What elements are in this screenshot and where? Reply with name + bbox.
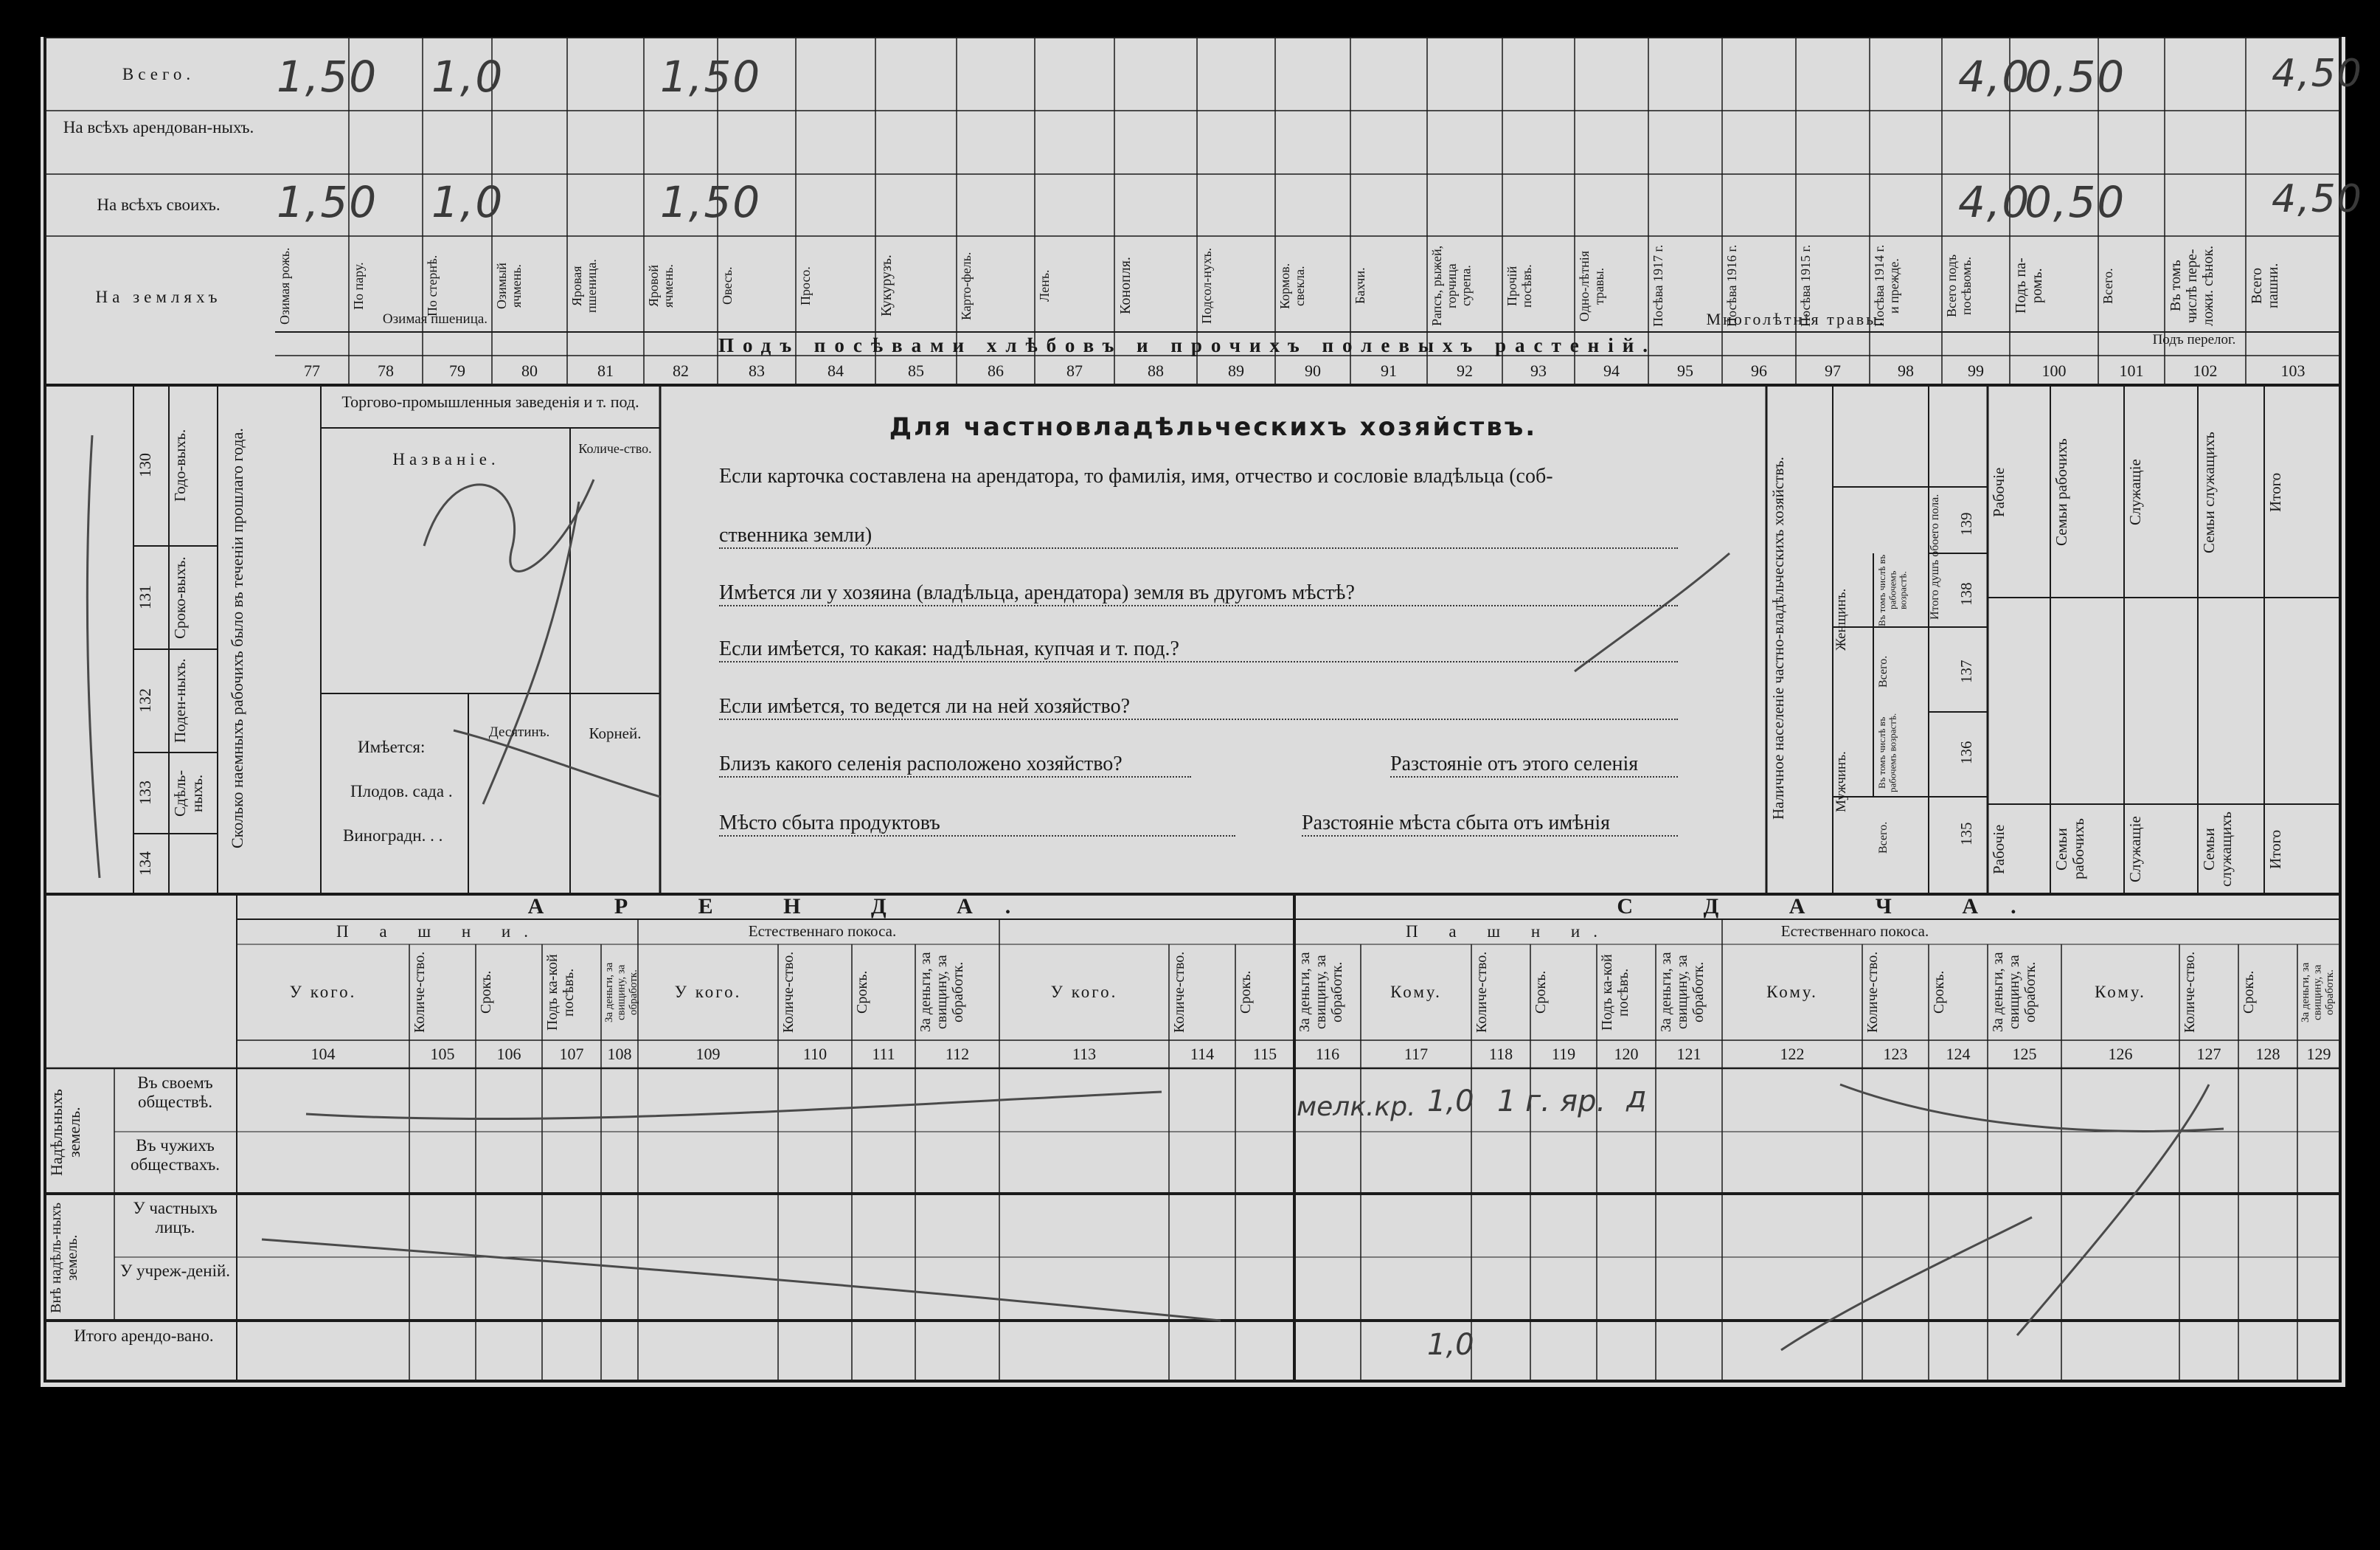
top-col-num-84: 84 <box>828 361 844 380</box>
q6b: Разстояніе мѣста сбыта отъ имѣнія <box>1302 812 1678 837</box>
bottom-col-num-114: 114 <box>1190 1045 1215 1063</box>
hw-vsego-82: 1,50 <box>660 52 762 102</box>
group-nadelnyh: Надѣльныхъ земель. <box>47 1089 84 1176</box>
m-v-tom: Въ томъ числѣ въ рабочемъ возрастѣ. <box>1876 713 1898 792</box>
bottom-col-num-117: 117 <box>1404 1045 1429 1063</box>
q4: Если имѣется, то ведется ли на ней хозяйство? <box>719 695 1678 720</box>
top-col-num-90: 90 <box>1305 361 1321 380</box>
top-col-label-93: Прочій посѣвъ. <box>1505 264 1534 308</box>
bottom-col-label-109: У кого. <box>674 983 742 1001</box>
top-col-label-91: Бахчи. <box>1353 267 1367 305</box>
bottom-col-num-105: 105 <box>430 1045 455 1063</box>
zh-v-tom: Въ томъ числѣ въ рабочемъ возрастѣ. <box>1876 554 1909 626</box>
bottom-col-label-126: Кому. <box>2095 983 2146 1001</box>
staff-col-2-upper: Служащіе <box>2126 459 2144 526</box>
bottom-col-label-116: За деньги, за свищину, за обработк. <box>1297 952 1345 1033</box>
bottom-col-label-119: Срокъ. <box>1533 970 1549 1014</box>
bottom-col-label-117: Кому. <box>1390 983 1442 1001</box>
top-col-label-87: Ленъ. <box>1037 269 1052 302</box>
bottom-col-label-106: Срокъ. <box>478 970 494 1014</box>
hw-posev: яр. <box>1560 1084 1606 1118</box>
top-col-num-83: 83 <box>749 361 765 380</box>
zh-vsego: Всего. <box>1877 655 1890 688</box>
hired-col-label-134 <box>172 838 215 890</box>
bottom-col-num-119: 119 <box>1551 1045 1576 1063</box>
bottom-col-label-110: Количе-ство. <box>780 951 797 1034</box>
private-title: Для частновладѣльческихъ хозяйствъ. <box>889 412 1538 442</box>
top-col-num-99: 99 <box>1968 361 1984 380</box>
hw-svoih-79: 1,0 <box>431 177 504 227</box>
bottom-col-label-118: Количе-ство. <box>1474 951 1490 1034</box>
workers-question: Сколько наемныхъ рабочихъ было въ теченіи прошлаго года. <box>228 428 246 848</box>
top-col-label-94: Одно-лѣтнія травы. <box>1577 250 1606 322</box>
bottom-col-label-129: За деньги, за свищину, за обработк. <box>2300 962 2336 1023</box>
hired-col-label-132: Поден-ныхъ. <box>171 658 189 744</box>
hw-vsego-100: 0,50 <box>2025 52 2126 102</box>
top-col-num-81: 81 <box>597 361 614 380</box>
trade-title: Торгово-промышленныя заведенія и т. под. <box>341 392 639 411</box>
top-col-label-97: Посѣва 1915 г. <box>1798 244 1813 328</box>
itogo-dush: Итого душъ обоего пола. <box>1929 494 1941 620</box>
bottom-col-num-116: 116 <box>1315 1045 1340 1063</box>
band-label: Подъ посѣвами хлѣбовъ и прочихъ полевыхъ растеній. <box>718 334 1657 356</box>
top-col-label-102: Въ томъ числѣ пере-ложи. сѣнок. <box>2168 245 2216 327</box>
top-col-label-81: Яровая пшеница. <box>569 259 599 313</box>
bottom-col-label-112: За деньги, за свищину, за обработк. <box>917 952 966 1033</box>
hw-svoih-100: 0,50 <box>2025 177 2126 227</box>
q5b: Разстояніе отъ этого селенія <box>1390 752 1678 778</box>
m-vsego: Всего. <box>1877 821 1890 854</box>
sdacha-title: С Д А Ч А. <box>1617 894 2049 918</box>
bottom-col-num-127: 127 <box>2196 1045 2221 1063</box>
top-col-label-88: Конопля. <box>1117 257 1134 315</box>
hired-col-num-130: 130 <box>136 453 154 478</box>
hw-komu: мелк.кр. <box>1297 1092 1416 1122</box>
top-col-label-89: Подсол-нухъ. <box>1199 247 1214 325</box>
num-138: 138 <box>1957 582 1975 606</box>
bottom-col-label-115: Срокъ. <box>1238 970 1254 1014</box>
staff-col-4-lower: Итого <box>2266 829 2284 869</box>
arenda-pokos: Естественнаго покоса. <box>748 922 897 940</box>
row-na-zemlyah: На земляхъ <box>95 288 222 306</box>
num-136: 136 <box>1957 741 1975 764</box>
hired-col-label-130: Годо-выхъ. <box>171 429 189 502</box>
bottom-col-num-125: 125 <box>2012 1045 2037 1063</box>
row-vsego: Всего. <box>122 65 195 83</box>
hired-col-num-132: 132 <box>136 688 154 713</box>
bottom-col-num-107: 107 <box>559 1045 584 1063</box>
bottom-col-num-126: 126 <box>2108 1045 2133 1063</box>
bottom-col-label-124: Срокъ. <box>1931 970 1947 1014</box>
top-col-label-86: Карто-фель. <box>959 252 974 320</box>
census-card <box>41 37 2363 1387</box>
staff-col-3-upper: Семьи служащихъ <box>2200 432 2218 553</box>
top-col-label-99: Всего подъ посѣвомъ. <box>1944 254 1974 318</box>
staff-col-2-lower: Служащіе <box>2126 816 2144 882</box>
row-chuzhih: Въ чужихъ обществахъ. <box>131 1136 220 1174</box>
top-col-num-77: 77 <box>304 361 320 380</box>
top-col-label-95: Посѣва 1917 г. <box>1651 244 1665 328</box>
top-col-num-86: 86 <box>988 361 1004 380</box>
top-col-num-102: 102 <box>2193 361 2218 380</box>
top-col-label-96: Посѣва 1916 г. <box>1724 244 1739 328</box>
top-col-num-87: 87 <box>1066 361 1083 380</box>
top-col-num-94: 94 <box>1603 361 1620 380</box>
bottom-col-label-114: Количе-ство. <box>1171 951 1187 1034</box>
row-svoem: Въ своемъ обществѣ. <box>137 1073 213 1112</box>
trade-name-header: Названіе. <box>392 450 500 468</box>
trade-qty-header: Количе-ство. <box>578 441 652 456</box>
hw-vsego-103: 4,50 <box>2272 52 2363 96</box>
top-col-label-80: Озимый ячмень. <box>494 263 524 309</box>
bottom-col-label-107: Подъ ка-кой посѣвъ. <box>544 954 577 1031</box>
top-col-num-85: 85 <box>908 361 924 380</box>
staff-col-3-lower: Семьи служащихъ <box>2200 812 2235 887</box>
population-label: Наличное населеніе частно-владѣльческихъ хозяйствъ. <box>1769 457 1787 820</box>
hw-svoih-103: 4,50 <box>2272 177 2363 221</box>
bottom-col-num-123: 123 <box>1883 1045 1908 1063</box>
row-svoih: На всѣхъ своихъ. <box>97 196 221 214</box>
top-col-label-77: Озимая рожь. <box>277 247 292 325</box>
pod-perelog: Подъ перелог. <box>2152 332 2236 347</box>
arenda-title: А Р Е Н Д А. <box>527 894 1044 918</box>
hw-vsego-77: 1,50 <box>277 52 378 102</box>
top-col-label-103: Всего пашни. <box>2249 263 2281 309</box>
bottom-col-num-113: 113 <box>1072 1045 1097 1063</box>
korney-header: Корней. <box>589 724 642 742</box>
bottom-col-num-106: 106 <box>496 1045 521 1063</box>
top-col-num-95: 95 <box>1677 361 1693 380</box>
desyatin-header: Десятинъ. <box>488 724 550 740</box>
q2: Имѣется ли у хозяина (владѣльца, арендатора) земля въ другомъ мѣстѣ? <box>719 581 1678 606</box>
hired-col-num-134: 134 <box>136 851 154 876</box>
muzhchin: Мужчинъ. <box>1833 751 1849 813</box>
top-col-num-93: 93 <box>1530 361 1547 380</box>
top-col-num-96: 96 <box>1751 361 1767 380</box>
hw-srok: 1 г. <box>1497 1084 1550 1118</box>
top-col-label-85: Кукурузъ. <box>878 255 895 317</box>
q6: Мѣсто сбыта продуктовъ <box>719 812 1235 837</box>
bottom-col-label-111: Срокъ. <box>854 970 870 1014</box>
top-col-label-92: Рапсъ, рыжей, горчица сурепа. <box>1429 245 1474 327</box>
row-uchrezhdeniy: У учреж-деній. <box>119 1262 231 1280</box>
top-col-num-101: 101 <box>2119 361 2144 380</box>
bottom-col-label-127: Количе-ство. <box>2182 951 2198 1034</box>
top-col-num-98: 98 <box>1898 361 1914 380</box>
q1: Если карточка составлена на арендатора, то фамилія, имя, отчество и сословіе владѣльца (соб- <box>719 465 1553 488</box>
top-col-num-97: 97 <box>1825 361 1841 380</box>
q5: Близъ какого селенія расположено хозяйство? <box>719 752 1191 778</box>
bottom-col-label-104: У кого. <box>289 983 357 1001</box>
bottom-col-label-121: За деньги, за свищину, за обработк. <box>1658 952 1707 1033</box>
top-col-num-88: 88 <box>1148 361 1164 380</box>
orchard-label: Плодов. сада . <box>350 782 453 800</box>
hw-svoih-82: 1,50 <box>660 177 762 227</box>
bottom-col-label-120: Подъ ка-кой посѣвъ. <box>1599 954 1631 1031</box>
group-vne: Внѣ надѣль-ныхъ земель. <box>48 1203 80 1313</box>
num-137: 137 <box>1957 660 1975 683</box>
q1b: ственника земли) <box>719 524 1678 549</box>
hw-vsego-99: 4,0 <box>1958 52 2031 102</box>
hired-col-label-133: Сдѣль-ныхъ. <box>171 769 207 817</box>
hw-svoih-77: 1,50 <box>277 177 378 227</box>
bottom-col-num-124: 124 <box>1946 1045 1971 1063</box>
hw-qty: 1,0 <box>1427 1084 1474 1118</box>
bottom-col-num-122: 122 <box>1780 1045 1805 1063</box>
row-itogo: Итого арендо-вано. <box>74 1326 214 1345</box>
bottom-col-num-121: 121 <box>1676 1045 1701 1063</box>
bottom-col-num-115: 115 <box>1252 1045 1277 1063</box>
ozimaya-pshenitsa: Озимая пшеница. <box>382 311 488 327</box>
has-label: Имѣется: <box>358 738 426 756</box>
hired-col-label-131: Сроко-выхъ. <box>171 556 189 639</box>
bottom-col-num-111: 111 <box>872 1045 895 1063</box>
num-139: 139 <box>1957 512 1975 536</box>
bottom-col-label-128: Срокъ. <box>2241 970 2257 1014</box>
bottom-col-label-105: Количе-ство. <box>412 951 428 1034</box>
top-col-num-79: 79 <box>449 361 465 380</box>
staff-col-0-lower: Рабочіе <box>1990 824 2008 874</box>
bottom-col-label-125: За деньги, за свищину, за обработк. <box>1990 952 2039 1033</box>
bottom-col-num-129: 129 <box>2306 1045 2331 1063</box>
q3: Если имѣется, то какая: надѣльная, купчая и т. под.? <box>719 637 1678 662</box>
bottom-col-label-122: Кому. <box>1766 983 1818 1001</box>
hired-col-num-131: 131 <box>136 585 154 610</box>
sdacha-pashni: П а ш н и. <box>1406 922 1611 941</box>
mnogoletnie: Многолѣтнія травы. <box>1706 310 1886 328</box>
arenda-pashni: П а ш н и. <box>336 922 541 941</box>
bottom-col-num-109: 109 <box>695 1045 721 1063</box>
staff-col-4-upper: Итого <box>2266 472 2284 513</box>
top-col-num-103: 103 <box>2280 361 2306 380</box>
top-col-num-82: 82 <box>673 361 689 380</box>
bottom-col-label-113: У кого. <box>1050 983 1118 1001</box>
top-col-label-101: Всего. <box>2100 268 2115 304</box>
num-135: 135 <box>1957 822 1975 845</box>
top-col-label-82: Яровой ячмень. <box>646 263 676 308</box>
hw-total-qty: 1,0 <box>1427 1328 1474 1362</box>
top-col-label-79: По стернѣ. <box>425 255 440 317</box>
bottom-col-num-120: 120 <box>1614 1045 1639 1063</box>
top-col-label-98: Посѣва 1914 г. и прежде. <box>1872 244 1901 328</box>
hw-vsego-79: 1,0 <box>431 52 504 102</box>
hw-svoih-99: 4,0 <box>1958 177 2031 227</box>
top-col-num-89: 89 <box>1228 361 1244 380</box>
staff-col-0-upper: Рабочіе <box>1990 467 2008 518</box>
top-col-label-83: Овесъ. <box>720 266 735 305</box>
staff-col-1-upper: Семьи рабочихъ <box>2053 438 2070 547</box>
hw-deng: д <box>1626 1081 1647 1115</box>
bottom-col-label-123: Количе-ство. <box>1864 951 1881 1034</box>
top-col-num-92: 92 <box>1457 361 1473 380</box>
top-col-num-91: 91 <box>1381 361 1397 380</box>
row-chastnyh: У частныхъ лицъ. <box>133 1199 218 1237</box>
top-col-label-100: Подъ па-ромъ. <box>2013 257 2045 314</box>
top-col-num-78: 78 <box>378 361 394 380</box>
bottom-col-label-108: За деньги, за свищину, за обработк. <box>603 962 639 1023</box>
zhenshchin: Женщинъ. <box>1833 588 1849 651</box>
hired-col-num-133: 133 <box>136 781 154 806</box>
top-col-label-84: Просо. <box>798 266 813 305</box>
bottom-col-num-128: 128 <box>2255 1045 2280 1063</box>
row-arendovannyh: На всѣхъ арендован-ныхъ. <box>63 118 254 136</box>
bottom-col-num-110: 110 <box>802 1045 828 1063</box>
top-col-label-78: По пару. <box>351 262 366 310</box>
bottom-col-num-108: 108 <box>607 1045 632 1063</box>
bottom-col-num-104: 104 <box>310 1045 336 1063</box>
staff-col-1-lower: Семьи рабочихъ <box>2053 818 2088 880</box>
bottom-col-num-118: 118 <box>1488 1045 1513 1063</box>
top-col-num-80: 80 <box>521 361 538 380</box>
top-col-num-100: 100 <box>2041 361 2067 380</box>
top-col-label-90: Кормов. свекла. <box>1277 263 1307 309</box>
vineyard-label: Виноградн. . . <box>343 826 443 845</box>
bottom-col-num-112: 112 <box>945 1045 970 1063</box>
sdacha-pokos: Естественнаго покоса. <box>1780 922 1929 940</box>
